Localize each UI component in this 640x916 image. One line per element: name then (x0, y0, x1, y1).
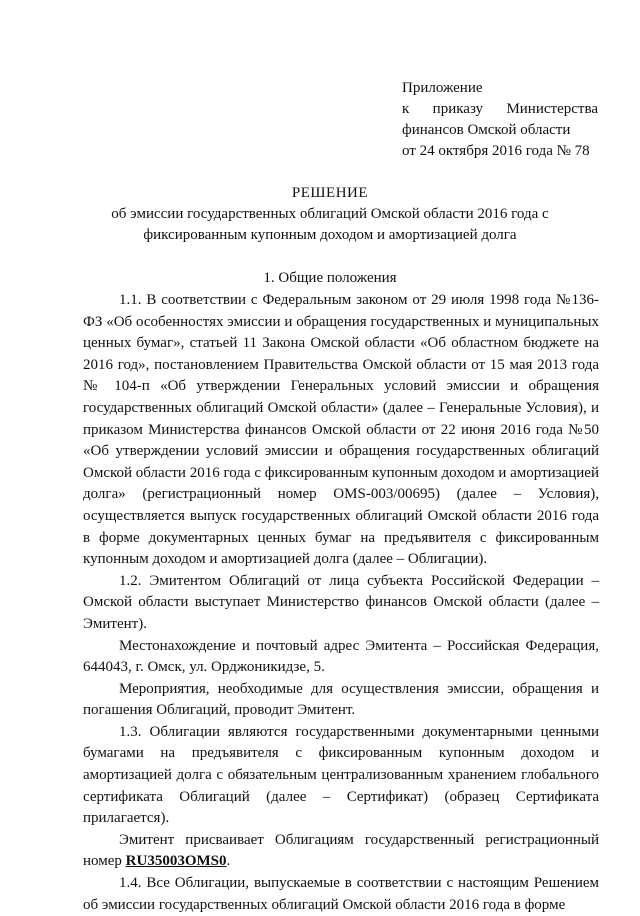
appendix-order-line (402, 99, 598, 120)
appendix-date: от 24 октября 2016 года № 78 (402, 143, 590, 159)
registration-number: RU35003OMS0 (125, 853, 227, 870)
appendix-header (402, 78, 598, 162)
paragraph-1-2: 1.2. Эмитентом Облигаций от лица субъекта Российской Федерации – Омской области выступает Министерство финансов Омской области (далее – Эмитент). (83, 572, 599, 632)
document-subtitle-line-1: об эмиссии государственных облигаций Омской области 2016 года с (111, 206, 549, 222)
paragraph-activities: Мероприятия, необходимые для осуществления эмиссии, обращения и погашения Облигаций, проводит Эмитент. (83, 680, 599, 719)
appendix-label: Приложение (402, 80, 483, 96)
document-title: РЕШЕНИЕ (291, 185, 369, 201)
section-heading: 1. Общие положения (263, 270, 397, 286)
document-subtitle-line-2: фиксированным купонным доходом и амортизацией долга (143, 227, 517, 243)
paragraph-address: Местонахождение и почтовый адрес Эмитента – Российская Федерация, 644043, г. Омск, ул. Орджоникидзе, 5. (83, 637, 599, 676)
registration-end: . (226, 853, 231, 870)
document-body (83, 290, 599, 916)
registration-text: Эмитент присваивает Облигациям государственный регистрационный номер (83, 831, 599, 870)
appendix-word-2: приказу (432, 101, 484, 117)
appendix-ministry: финансов Омской области (402, 122, 571, 138)
appendix-word-3: Министерства (506, 101, 598, 117)
paragraph-registration (83, 830, 599, 873)
appendix-word-1: к (402, 101, 410, 117)
paragraph-1-1: 1.1. В соответствии с Федеральным законом от 29 июля 1998 года №136-ФЗ «Об особенностях эмиссии и обращения государственных и муниципальных ценных бумаг», статьей 11 Закона Омской области «Об областном бюджете на 2016 год», постановлением Правительства Омской области от 15 мая 2013 года № 104-п «Об утверждении Генеральных условий эмиссии и обращения государственных облигаций Омской области» (далее – Генеральные Условия), и приказом Министерства финансов Омской области от 22 июня 2016 года №50 «Об утверждении условий эмиссии и обращения государственных облигаций Омской области 2016 года с фиксированным купонным доходом и амортизацией долга» (регистрационный номер OMS-003/00695) (далее – Условия), осуществляется выпуск государственных облигаций Омской области 2016 года в форме документарных ценных бумаг на предъявителя с фиксированным купонным доходом и амортизацией долга (далее – Облигации). (83, 292, 599, 568)
paragraph-1-4: 1.4. Все Облигации, выпускаемые в соответствии с настоящим Решением об эмиссии государственных облигаций Омской области 2016 года в форме (83, 875, 599, 913)
paragraph-1-3: 1.3. Облигации являются государственными документарными ценными бумагами на предъявителя с фиксированным купонным доходом и амортизацией долга с обязательным централизованным хранением глобального сертификата Облигаций (далее – Сертификат) (образец Сертификата прилагается). (83, 723, 599, 827)
